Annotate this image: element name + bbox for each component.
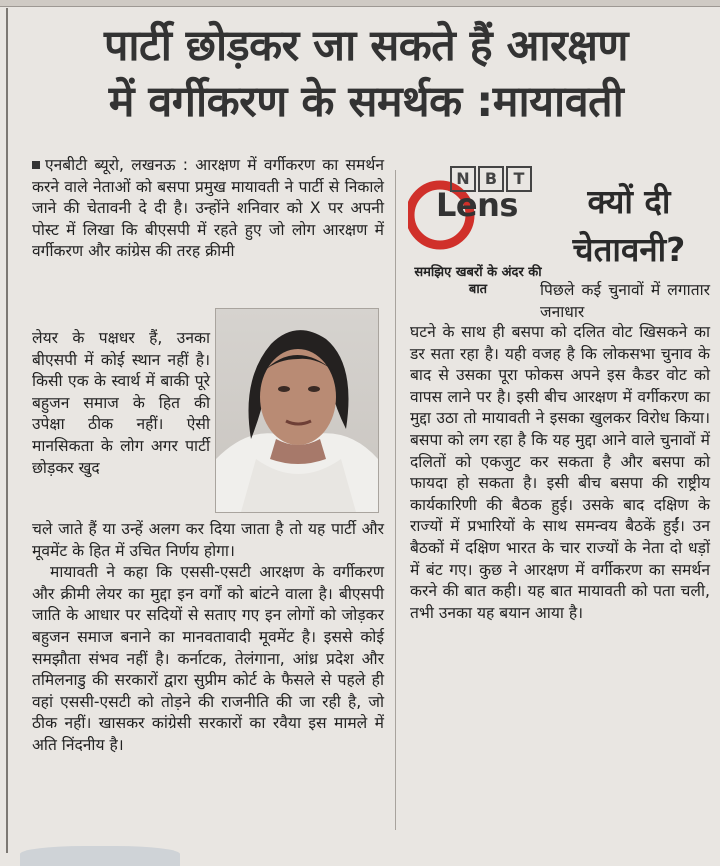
column-divider <box>395 170 396 830</box>
left-border <box>6 8 8 853</box>
article-body-p2: मायावती ने कहा कि एससी-एसटी आरक्षण के वर्गीकरण और क्रीमी लेयर का मुद्दा इन वर्गों को बांटने वाला है। बीएसपी जाति के आधार पर सदियों से सताए गए इन लोगों को जोड़कर बहुजन समाज बनाने का मानवतावादी मूवमेंट है। इससे कोई समझौता संभव नहीं है। कर्नाटक, तेलंगाना, आंध्र प्रदेश और तमिलनाडु की सरकारों द्वारा सुप्रीम कोर्ट के फैसले से पहले ही वहां एससी-एसटी को तोड़ने की राजनीति की जा रही है, जो ठीक नहीं। खासकर कांग्रेसी सरकारों का रवैया इस मामले में अति निंदनीय है। <box>32 563 384 754</box>
article-wrap-column <box>32 328 210 479</box>
article-body <box>32 519 384 757</box>
headline-line-2: में वर्गीकरण के समर्थक :मायावती <box>108 77 624 127</box>
nbt-letter-b: B <box>478 166 504 192</box>
top-border <box>0 0 720 7</box>
bottom-edge-object <box>20 846 180 866</box>
headline <box>26 18 706 130</box>
nbt-letter-t: T <box>506 166 532 192</box>
article-intro-text: एनबीटी ब्यूरो, लखनऊ : आरक्षण में वर्गीकरण का समर्थन करने वाले नेताओं को बसपा प्रमुख मायावती ने पार्टी से निकाले जाने की चेतावनी दे दी है। उन्होंने शनिवार को X पर अपनी पोस्ट में लिखा कि बीएसपी में रहते हुए जो लोग आरक्षण में वर्गीकरण और कांग्रेस की तरह क्रीमी <box>32 156 384 261</box>
mayawati-photo <box>215 308 379 513</box>
lens-wordmark: Lens <box>436 186 518 224</box>
lens-text-intro <box>540 280 710 323</box>
lens-text-body-text: घटने के साथ ही बसपा को दलित वोट खिसकने का डर सता रहा है। यही वजह है कि लोकसभा चुनाव के बाद से उसका पूरा फोकस अपने इस कैडर वोट को वापस लाने पर है। इसी बीच आरक्षण में वर्गीकरण का मुद्दा उठा तो मायावती ने इसका खुलकर विरोध किया। बसपा को लग रहा है कि यह मुद्दा आने वाले चुनावों में दलितों को एकजुट कर सकता है और बसपा को फायदा हो सकता है। इसी बीच बसपा की राष्ट्रीय कार्यकारिणी की बैठक हुई। उसके बाद दक्षिण के राज्यों में प्रभारियों के साथ समन्वय बैठकें हुईं। उन बैठकों में दक्षिण भारत के चार राज्यों के नेता दो धड़ों में बंट गए। कुछ ने आरक्षण में वर्गीकरण का समर्थन करने की बात कही। यह बात मायावती को पता चली, तभी उनका यह बयान आया है। <box>410 323 710 622</box>
article-wrap-text: लेयर के पक्षधर हैं, उनका बीएसपी में कोई स्थान नहीं है। किसी एक के स्वार्थ में बाकी पूरे बहुजन समाज के हित की उपेक्षा ठीक नहीं। ऐसी मानसिकता के लोग अगर पार्टी छोड़कर खुद <box>32 329 210 477</box>
lens-text-intro-text: पिछले कई चुनावों में लगातार जनाधार <box>540 281 710 321</box>
lens-text-body <box>410 322 710 624</box>
article-intro <box>32 155 384 263</box>
nbt-letter-n: N <box>450 166 476 192</box>
headline-line-1: पार्टी छोड़कर जा सकते हैं आरक्षण <box>103 21 629 71</box>
lens-subtitle: समझिए खबरों के अंदर की बात <box>414 265 542 297</box>
article-body-p1: चले जाते हैं या उन्हें अलग कर दिया जाता है तो यह पार्टी और मूवमेंट के हित में उचित निर्णय होगा। <box>32 520 384 560</box>
lens-title: क्यों दी चेतावनी? <box>572 182 686 269</box>
bullet-square-icon <box>32 161 40 169</box>
